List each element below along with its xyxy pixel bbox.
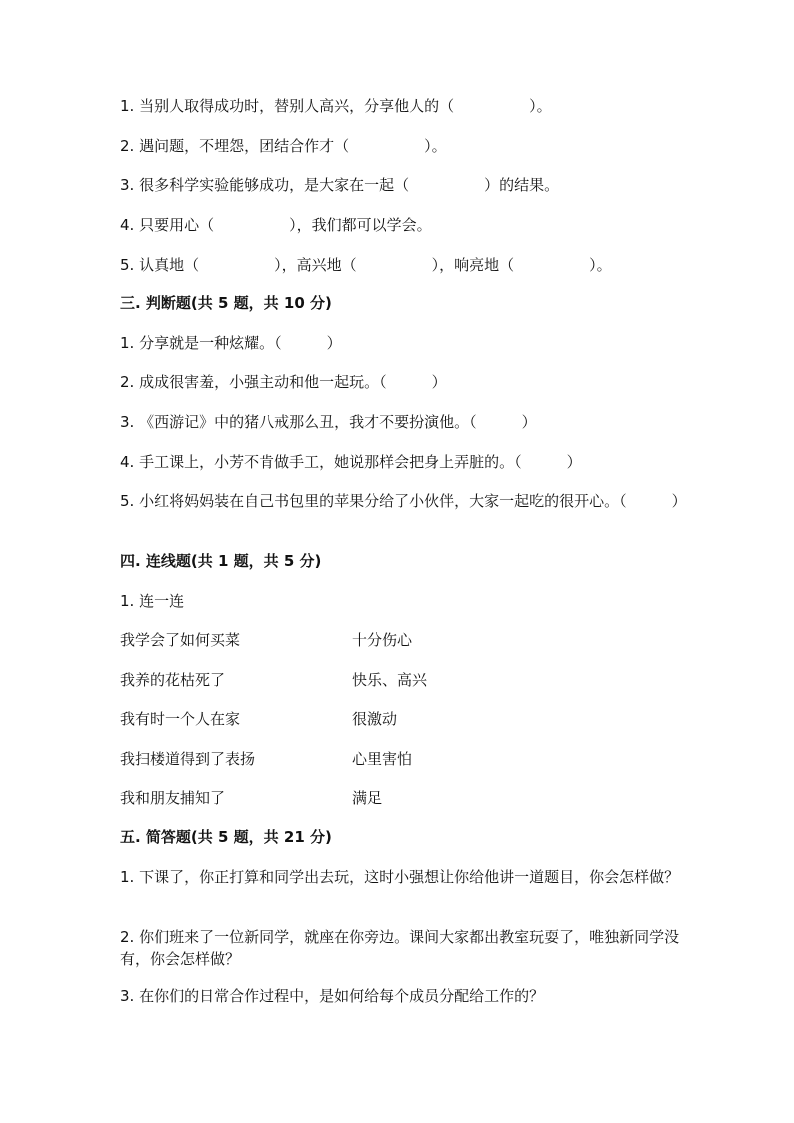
match-left-item-2: 我养的花枯死了 [120,671,226,689]
match-right-item-2: 快乐、高兴 [352,671,428,689]
section-3-heading: 三. 判断题(共 5 题，共 10 分) [120,294,332,312]
match-right-item-4: 心里害怕 [352,750,413,768]
match-left-item-4: 我扫楼道得到了表扬 [120,750,256,768]
short-answer-item-2: 2. 你们班来了一位新同学，就座在你旁边。课间大家都出教室玩耍了，唯独新同学没有，你会怎样做？ [120,928,680,968]
match-question: 1. 连一连 [120,592,185,610]
fill-blank-item-2: 2. 遇问题，不埋怨，团结合作才（ ）。 [120,137,447,155]
match-left-item-1: 我学会了如何买菜 [120,631,241,649]
judge-item-5: 5. 小红将妈妈装在自己书包里的苹果分给了小伙伴，大家一起吃的很开心。（ ） [120,492,687,510]
fill-blank-item-1: 1. 当别人取得成功时，替别人高兴，分享他人的（ ）。 [120,97,552,115]
section-4-heading: 四. 连线题(共 1 题，共 5 分) [120,552,322,570]
match-right-item-5: 满足 [352,789,383,807]
fill-blank-item-4: 4. 只要用心（ ），我们都可以学会。 [120,216,432,234]
match-right-item-1: 十分伤心 [352,631,413,649]
match-right-item-3: 很激动 [352,710,398,728]
fill-blank-item-5: 5. 认真地（ ），高兴地（ ），响亮地（ ）。 [120,256,612,274]
judge-item-4: 4. 手工课上，小芳不肯做手工，她说那样会把身上弄脏的。（ ） [120,453,582,471]
judge-item-3: 3. 《西游记》中的猪八戒那么丑，我才不要扮演他。（ ） [120,413,537,431]
match-left-item-5: 我和朋友捕知了 [120,789,226,807]
judge-item-1: 1. 分享就是一种炫耀。（ ） [120,334,342,352]
match-left-item-3: 我有时一个人在家 [120,710,241,728]
short-answer-item-1: 1. 下课了，你正打算和同学出去玩，这时小强想让你给他讲一道题目，你会怎样做？ [120,868,680,886]
short-answer-item-3: 3. 在你们的日常合作过程中，是如何给每个成员分配给工作的？ [120,987,545,1005]
section-5-heading: 五. 简答题(共 5 题，共 21 分) [120,828,332,846]
fill-blank-item-3: 3. 很多科学实验能够成功，是大家在一起（ ）的结果。 [120,176,560,194]
judge-item-2: 2. 成成很害羞，小强主动和他一起玩。（ ） [120,373,447,391]
